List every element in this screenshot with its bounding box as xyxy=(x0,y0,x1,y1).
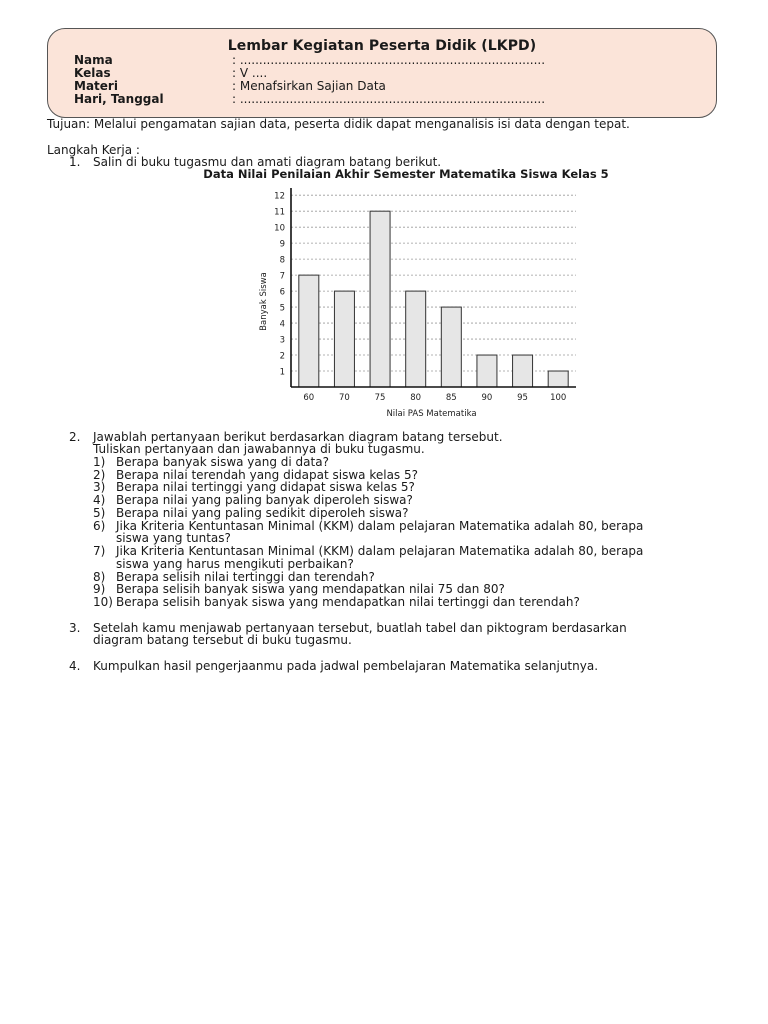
question-text-cont: siswa yang harus mengikuti perbaikan? xyxy=(116,557,354,571)
y-tick-label: 8 xyxy=(279,255,285,266)
question-number: 6) xyxy=(93,519,106,533)
question-number: 4) xyxy=(93,493,106,507)
bar xyxy=(441,307,461,387)
y-tick-label: 6 xyxy=(279,287,285,298)
x-tick-label: 75 xyxy=(374,393,386,403)
x-tick-label: 100 xyxy=(550,393,567,403)
page-title: Lembar Kegiatan Peserta Didik (LKPD) xyxy=(227,38,537,54)
bar xyxy=(299,275,319,387)
question-number: 10) xyxy=(93,595,113,609)
lkpd-header xyxy=(47,28,717,118)
field-label-kelas: Kelas xyxy=(74,66,111,80)
field-label-hari-tanggal: Hari, Tanggal xyxy=(74,92,164,106)
bar xyxy=(406,291,426,387)
x-tick-label: 90 xyxy=(481,393,493,403)
question-text: Berapa selisih banyak siswa yang mendapatkan nilai 75 dan 80? xyxy=(116,582,505,596)
question-text: Berapa nilai yang paling sedikit diperoleh siswa? xyxy=(116,506,409,520)
field-label-nama: Nama xyxy=(74,53,113,67)
x-tick-label: 80 xyxy=(410,393,422,403)
step-number: 1. xyxy=(69,155,81,169)
y-tick-label: 7 xyxy=(279,271,285,282)
step-3-line2: diagram batang tersebut di buku tugasmu. xyxy=(93,633,352,647)
langkah-kerja-heading: Langkah Kerja : xyxy=(47,143,140,157)
bar xyxy=(334,291,354,387)
question-number: 3) xyxy=(93,480,106,494)
field-value-materi: : Menafsirkan Sajian Data xyxy=(232,79,386,93)
step-2-line1: Jawablah pertanyaan berikut berdasarkan diagram batang tersebut. xyxy=(93,430,503,444)
bar-chart xyxy=(250,184,590,419)
y-axis-label: Banyak Siswa xyxy=(259,272,269,331)
question-number: 2) xyxy=(93,468,106,482)
x-tick-label: 85 xyxy=(445,393,457,403)
question-number: 9) xyxy=(93,582,106,596)
question-text: Berapa nilai terendah yang didapat siswa kelas 5? xyxy=(116,468,418,482)
question-text: Jika Kriteria Kentuntasan Minimal (KKM) dalam pelajaran Matematika adalah 80, berapa xyxy=(116,544,644,558)
question-number: 7) xyxy=(93,544,106,558)
x-tick-label: 60 xyxy=(303,393,315,403)
x-tick-label: 95 xyxy=(517,393,528,403)
field-value-hari-tanggal: : ................................................................................ xyxy=(232,92,546,106)
bar xyxy=(370,211,390,387)
field-value-kelas: : V .... xyxy=(232,66,268,80)
y-tick-label: 1 xyxy=(279,367,285,378)
x-tick-label: 70 xyxy=(339,393,350,403)
y-tick-label: 5 xyxy=(279,303,285,314)
y-tick-label: 10 xyxy=(274,223,285,234)
y-tick-label: 3 xyxy=(279,335,285,346)
y-tick-label: 11 xyxy=(274,207,285,218)
bar xyxy=(477,355,497,387)
question-text: Jika Kriteria Kentuntasan Minimal (KKM) dalam pelajaran Matematika adalah 80, berapa xyxy=(116,519,644,533)
step-4-text: Kumpulkan hasil pengerjaanmu pada jadwal pembelajaran Matematika selanjutnya. xyxy=(93,659,599,673)
question-text: Berapa nilai yang paling banyak diperoleh siswa? xyxy=(116,493,413,507)
step-3-line1: Setelah kamu menjawab pertanyaan tersebut, buatlah tabel dan piktogram berdasarkan xyxy=(93,621,627,635)
field-value-nama: : ................................................................................ xyxy=(232,53,546,67)
chart-title: Data Nilai Penilaian Akhir Semester Matematika Siswa Kelas 5 xyxy=(203,167,609,181)
bar xyxy=(513,355,533,387)
field-label-materi: Materi xyxy=(74,79,118,93)
step-number: 3. xyxy=(69,621,81,635)
step-2-line2: Tuliskan pertanyaan dan jawabannya di buku tugasmu. xyxy=(93,442,425,456)
question-text: Berapa banyak siswa yang di data? xyxy=(116,455,329,469)
step-1-text: Salin di buku tugasmu dan amati diagram batang berikut. xyxy=(93,155,442,169)
question-text-cont: siswa yang tuntas? xyxy=(116,531,231,545)
question-number: 8) xyxy=(93,570,106,584)
bar xyxy=(548,371,568,387)
question-number: 5) xyxy=(93,506,106,520)
y-tick-label: 12 xyxy=(274,191,285,202)
y-tick-label: 9 xyxy=(279,239,285,250)
tujuan-text: Tujuan: Melalui pengamatan sajian data, peserta didik dapat menganalisis isi data dengan tepat. xyxy=(47,117,630,131)
question-text: Berapa selisih nilai tertinggi dan terendah? xyxy=(116,570,375,584)
question-text: Berapa nilai tertinggi yang didapat siswa kelas 5? xyxy=(116,480,415,494)
step-number: 2. xyxy=(69,430,81,444)
y-tick-label: 2 xyxy=(279,351,285,362)
y-tick-label: 4 xyxy=(279,319,285,330)
question-text: Berapa selisih banyak siswa yang mendapatkan nilai tertinggi dan terendah? xyxy=(116,595,580,609)
step-number: 4. xyxy=(69,659,81,673)
x-axis-label: Nilai PAS Matematika xyxy=(386,409,477,419)
question-number: 1) xyxy=(93,455,106,469)
